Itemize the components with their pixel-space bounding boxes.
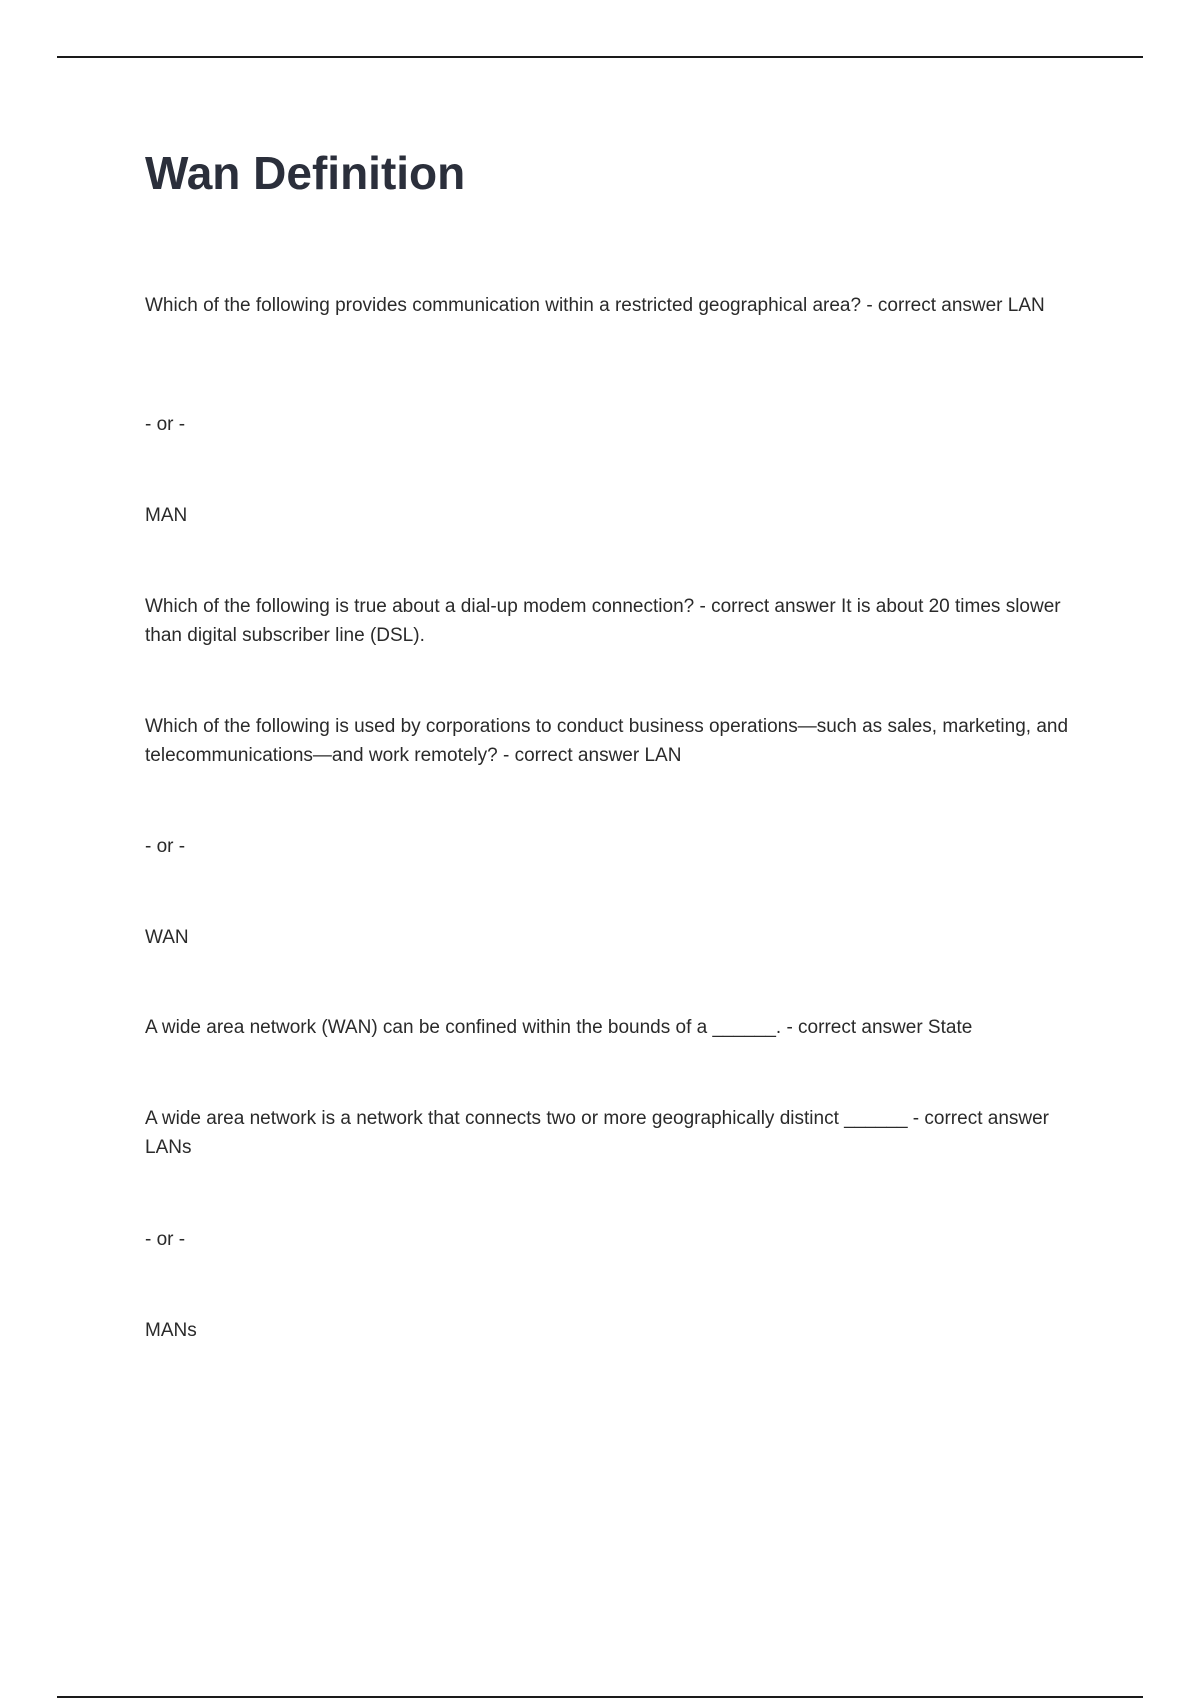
question-paragraph-1: Which of the following provides communication within a restricted geographical area? - correct answer LAN	[145, 295, 1045, 316]
or-separator-1: - or -	[145, 414, 186, 435]
answer-alternative-1: MAN	[145, 505, 188, 526]
question-paragraph-4: A wide area network (WAN) can be confined within the bounds of a ______. - correct answer State	[145, 1017, 973, 1038]
question-paragraph-3: Which of the following is used by corporations to conduct business operations—such as sales, marketing, and telecommunications—and work remotely? - correct answer LAN	[145, 716, 1069, 766]
answer-alternative-2: WAN	[145, 927, 189, 948]
page-title: Wan Definition	[145, 147, 466, 199]
answer-alternative-3: MANs	[145, 1320, 197, 1341]
header-rule	[57, 56, 1143, 58]
or-separator-2: - or -	[145, 836, 186, 857]
or-separator-3: - or -	[145, 1229, 186, 1250]
footer-rule	[57, 1696, 1143, 1698]
question-paragraph-5: A wide area network is a network that connects two or more geographically distinct ______ - correct answer LANs	[145, 1108, 1050, 1158]
question-paragraph-2: Which of the following is true about a dial-up modem connection? - correct answer It is about 20 times slower than digital subscriber line (DSL).	[145, 596, 1061, 646]
